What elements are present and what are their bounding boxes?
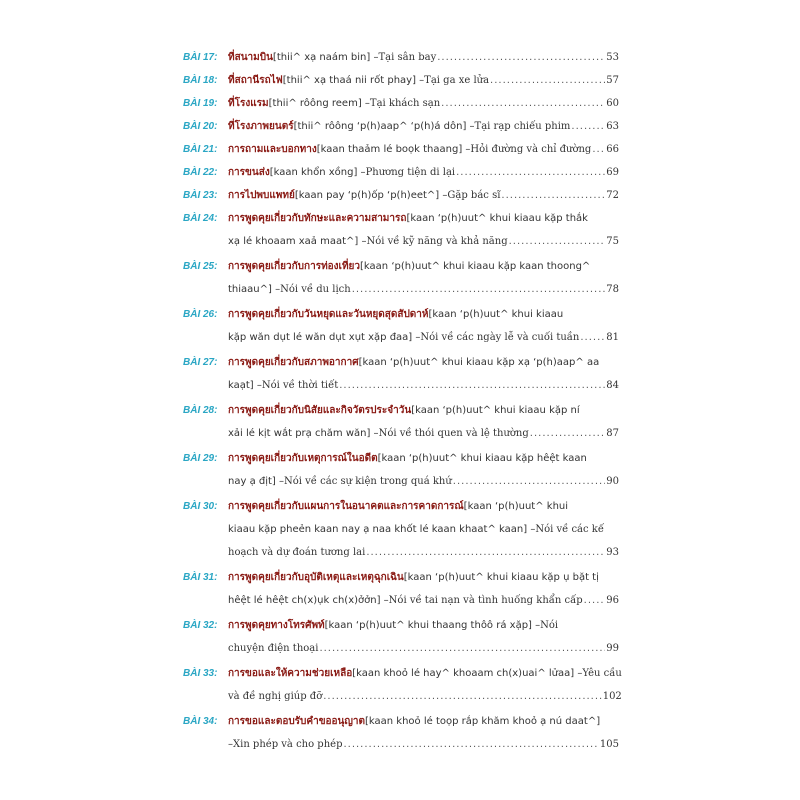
lesson-body bbox=[228, 447, 619, 493]
toc-entry bbox=[183, 710, 619, 756]
lesson-body bbox=[228, 614, 619, 660]
lesson-number: BÀI 18: bbox=[183, 75, 218, 86]
page-number: 93 bbox=[606, 547, 619, 558]
toc-line bbox=[228, 351, 619, 374]
toc-line bbox=[228, 518, 619, 541]
dot-leader bbox=[509, 230, 606, 253]
lesson-body bbox=[228, 92, 619, 115]
page-number: 81 bbox=[606, 332, 619, 343]
toc-entry bbox=[183, 184, 619, 207]
toc-entry bbox=[183, 303, 619, 349]
vietnamese-title: Tại ga xe lửa bbox=[424, 75, 490, 86]
vietnamese-title: hoạch và dự đoán tương lai bbox=[228, 547, 366, 558]
lesson-body bbox=[228, 495, 619, 564]
transliteration: [kaan khổn xồng] – bbox=[269, 167, 366, 178]
page-number: 60 bbox=[606, 98, 619, 109]
toc-line bbox=[228, 495, 619, 518]
lesson-number: BÀI 23: bbox=[183, 190, 218, 201]
thai-title: การขอและให้ความช่วยเหลือ bbox=[228, 668, 353, 679]
transliteration: kiaau kặp pheẻn kaan nay ạ naa khốt lé kaan khaat^ kaan] – bbox=[228, 524, 536, 535]
transliteration: kặp wăn dụt lé wăn dụt xụt xặp đaa] – bbox=[228, 332, 421, 343]
vietnamese-title: Nói về tai nạn và tình huống khẩn cấp bbox=[388, 595, 583, 606]
transliteration: [kaan ‘p(h)uut^ khui kiaau kặp xạ ‘p(h)aap^ aa bbox=[358, 357, 600, 368]
lesson-body bbox=[228, 351, 619, 397]
toc-line bbox=[228, 161, 619, 184]
page-number: 96 bbox=[606, 595, 619, 606]
dot-leader bbox=[441, 92, 605, 115]
transliteration: [kaan ‘p(h)uut^ khui kiaau kặp ụ bặt tị bbox=[403, 572, 599, 583]
dot-leader bbox=[339, 374, 605, 397]
transliteration: hêệt lé hêệt ch(x)ụk ch(x)ởởn] – bbox=[228, 595, 389, 606]
vietnamese-title: Nói về các sự kiện trong quá khứ bbox=[284, 476, 452, 487]
transliteration: [kaan khoỏ lé toọp rắp khăm khoỏ ạ nú daat^] bbox=[365, 716, 601, 727]
toc-entry bbox=[183, 447, 619, 493]
toc-line bbox=[228, 447, 619, 470]
transliteration: [thii^ rôông ‘p(h)aap^ ‘p(h)á dôn] – bbox=[293, 121, 475, 132]
toc-entry bbox=[183, 662, 622, 708]
toc-entry bbox=[183, 614, 619, 660]
lesson-number: BÀI 28: bbox=[183, 405, 218, 416]
thai-title: การพูดคุยเกี่ยวกับแผนการในอนาคตและการคาดการณ์ bbox=[228, 501, 464, 512]
toc-line bbox=[228, 92, 619, 115]
thai-title: การพูดคุยเกี่ยวกับการท่องเที่ยว bbox=[228, 261, 361, 272]
dot-leader bbox=[580, 326, 605, 349]
transliteration: [kaan ‘p(h)uut^ khui kiaau bbox=[428, 309, 564, 320]
lesson-number: BÀI 19: bbox=[183, 98, 218, 109]
vietnamese-title: Nói về thói quen và lệ thường bbox=[378, 428, 529, 439]
toc-line bbox=[228, 614, 619, 637]
thai-title: การถามและบอกทาง bbox=[228, 144, 317, 155]
page-number: 105 bbox=[599, 739, 619, 750]
toc-line bbox=[228, 662, 622, 685]
lesson-body bbox=[228, 138, 619, 161]
toc-line bbox=[228, 374, 619, 397]
vietnamese-title: Yêu cầu bbox=[582, 668, 622, 679]
vietnamese-title: Tại rạp chiếu phim bbox=[474, 121, 571, 132]
toc-line bbox=[228, 303, 619, 326]
page-number: 78 bbox=[606, 284, 619, 295]
thai-title: การขนส่ง bbox=[228, 167, 270, 178]
lesson-number: BÀI 20: bbox=[183, 121, 218, 132]
transliteration: [kaan thaảm lé boọk thaang] – bbox=[316, 144, 471, 155]
toc-entry bbox=[183, 351, 619, 397]
thai-title: การพูดคุยเกี่ยวกับเหตุการณ์ในอดีต bbox=[228, 453, 378, 464]
vietnamese-title: Phương tiện di lại bbox=[365, 167, 456, 178]
toc-line bbox=[228, 470, 619, 493]
lesson-number: BÀI 24: bbox=[183, 213, 218, 224]
thai-title: ที่โรงแรม bbox=[228, 98, 269, 109]
lesson-body bbox=[228, 255, 619, 301]
lesson-body bbox=[228, 399, 619, 445]
dot-leader bbox=[501, 184, 605, 207]
page-number: 99 bbox=[606, 643, 619, 654]
vietnamese-title: chuyện điện thoại bbox=[228, 643, 319, 654]
page-number: 90 bbox=[606, 476, 619, 487]
vietnamese-title: và đề nghị giúp đỡ bbox=[228, 691, 323, 702]
toc-line bbox=[228, 541, 619, 564]
toc-entry bbox=[183, 46, 619, 69]
thai-title: การพูดคุยเกี่ยวกับวันหยุดและวันหยุดสุดสัปดาห์ bbox=[228, 309, 429, 320]
thai-title: การพูดคุยเกี่ยวกับสภาพอากาศ bbox=[228, 357, 359, 368]
page-number: 84 bbox=[606, 380, 619, 391]
vietnamese-title: Nói về du lịch bbox=[280, 284, 351, 295]
toc-line bbox=[228, 207, 619, 230]
dot-leader bbox=[456, 161, 605, 184]
page-number: 57 bbox=[606, 75, 619, 86]
toc-line bbox=[228, 115, 619, 138]
toc-line bbox=[228, 326, 619, 349]
vietnamese-title: Nói về kỹ năng và khả năng bbox=[366, 236, 508, 247]
transliteration: – bbox=[228, 739, 233, 750]
lesson-number: BÀI 31: bbox=[183, 572, 218, 583]
lesson-number: BÀI 33: bbox=[183, 668, 218, 679]
toc-entry bbox=[183, 92, 619, 115]
thai-title: ที่สนามบิน bbox=[228, 52, 273, 63]
thai-title: การขอและตอบรับคำขออนุญาต bbox=[228, 716, 366, 727]
transliteration: [kaan pay ‘p(h)ốp ‘p(h)eet^] – bbox=[294, 190, 448, 201]
toc-entry bbox=[183, 161, 619, 184]
thai-title: การไปพบแพทย์ bbox=[228, 190, 295, 201]
page-number: 72 bbox=[606, 190, 619, 201]
transliteration: [thii^ rôông reem] – bbox=[268, 98, 370, 109]
dot-leader bbox=[323, 685, 601, 708]
transliteration: thiaau^] – bbox=[228, 284, 281, 295]
toc-entry bbox=[183, 566, 619, 612]
page-number: 63 bbox=[606, 121, 619, 132]
toc-line bbox=[228, 230, 619, 253]
lesson-body bbox=[228, 115, 619, 138]
toc-line bbox=[228, 138, 619, 161]
lesson-number: BÀI 21: bbox=[183, 144, 218, 155]
lesson-body bbox=[228, 46, 619, 69]
vietnamese-title: Nói về các ngày lễ và cuối tuần bbox=[420, 332, 580, 343]
vietnamese-title: Hỏi đường và chỉ đường bbox=[470, 144, 592, 155]
transliteration: [kaan khoỏ lé hay^ khoaam ch(x)uai^ lửaa] – bbox=[352, 668, 583, 679]
lesson-number: BÀI 25: bbox=[183, 261, 218, 272]
dot-leader bbox=[592, 138, 605, 161]
dot-leader bbox=[352, 278, 606, 301]
transliteration: xải lé kịt wắt prạ chăm wăn] – bbox=[228, 428, 379, 439]
lesson-body bbox=[228, 161, 619, 184]
toc-line bbox=[228, 422, 619, 445]
lesson-number: BÀI 32: bbox=[183, 620, 218, 631]
transliteration: kaạt] – bbox=[228, 380, 262, 391]
dot-leader bbox=[366, 541, 605, 564]
thai-title: ที่สถานีรถไฟ bbox=[228, 75, 283, 86]
toc-line bbox=[228, 278, 619, 301]
thai-title: การพูดคุยเกี่ยวกับนิสัยและกิจวัตรประจำวัน bbox=[228, 405, 412, 416]
toc-entry bbox=[183, 207, 619, 253]
toc-line bbox=[228, 685, 622, 708]
vietnamese-title: Nói về thời tiết bbox=[261, 380, 339, 391]
thai-title: การพูดคุยเกี่ยวกับทักษะและความสามารถ bbox=[228, 213, 407, 224]
page-number: 69 bbox=[606, 167, 619, 178]
vietnamese-title: Nói bbox=[540, 620, 559, 631]
transliteration: nay ạ địt] – bbox=[228, 476, 284, 487]
page-number: 66 bbox=[606, 144, 619, 155]
toc-line bbox=[228, 733, 619, 756]
toc-line bbox=[228, 184, 619, 207]
lesson-body bbox=[228, 566, 619, 612]
transliteration: [kaan ‘p(h)uut^ khui thaang thôô rá xặp] – bbox=[324, 620, 541, 631]
transliteration: [kaan ‘p(h)uut^ khui kiaau kặp ní bbox=[411, 405, 580, 416]
lesson-body bbox=[228, 69, 619, 92]
toc-entry bbox=[183, 399, 619, 445]
toc-line bbox=[228, 399, 619, 422]
transliteration: [kaan ‘p(h)uut^ khui kiaau kặp kaan thoong^ bbox=[360, 261, 591, 272]
toc-entry bbox=[183, 115, 619, 138]
toc-line bbox=[228, 46, 619, 69]
transliteration: [kaan ‘p(h)uut^ khui bbox=[463, 501, 569, 512]
toc-line bbox=[228, 589, 619, 612]
toc-line bbox=[228, 255, 619, 278]
dot-leader bbox=[319, 637, 605, 660]
page-number: 75 bbox=[606, 236, 619, 247]
dot-leader bbox=[453, 470, 605, 493]
dot-leader bbox=[571, 115, 605, 138]
thai-title: การพูดคุยทางโทรศัพท์ bbox=[228, 620, 325, 631]
lesson-number: BÀI 30: bbox=[183, 501, 218, 512]
page-number: 53 bbox=[606, 52, 619, 63]
toc-line bbox=[228, 69, 619, 92]
lesson-body bbox=[228, 184, 619, 207]
toc-entry bbox=[183, 495, 619, 564]
lesson-number: BÀI 22: bbox=[183, 167, 218, 178]
transliteration: [thii^ xạ naám bin] – bbox=[272, 52, 379, 63]
vietnamese-title: Tại khách sạn bbox=[369, 98, 441, 109]
vietnamese-title: Xin phép và cho phép bbox=[233, 739, 343, 750]
lesson-body bbox=[228, 303, 619, 349]
dot-leader bbox=[343, 733, 598, 756]
lesson-number: BÀI 17: bbox=[183, 52, 218, 63]
toc-line bbox=[228, 710, 619, 733]
page-number: 102 bbox=[602, 691, 622, 702]
toc-entry bbox=[183, 69, 619, 92]
toc-entry bbox=[183, 138, 619, 161]
lesson-number: BÀI 34: bbox=[183, 716, 218, 727]
table-of-contents bbox=[183, 46, 622, 758]
toc-entry bbox=[183, 255, 619, 301]
lesson-body bbox=[228, 207, 619, 253]
toc-line bbox=[228, 566, 619, 589]
thai-title: ที่โรงภาพยนตร์ bbox=[228, 121, 294, 132]
dot-leader bbox=[584, 589, 606, 612]
lesson-number: BÀI 29: bbox=[183, 453, 218, 464]
lesson-number: BÀI 26: bbox=[183, 309, 218, 320]
vietnamese-title: Tại sân bay bbox=[378, 52, 437, 63]
transliteration: [kaan ‘p(h)uut^ khui kiaau kặp hêệt kaan bbox=[377, 453, 587, 464]
transliteration: [kaan ‘p(h)uut^ khui kiaau kặp thắk bbox=[406, 213, 588, 224]
thai-title: การพูดคุยเกี่ยวกับอุบัติเหตุและเหตุฉุกเฉิน bbox=[228, 572, 404, 583]
lesson-body bbox=[228, 710, 619, 756]
toc-line bbox=[228, 637, 619, 660]
page-number: 87 bbox=[606, 428, 619, 439]
vietnamese-title: Gặp bác sĩ bbox=[447, 190, 501, 201]
dot-leader bbox=[530, 422, 605, 445]
lesson-number: BÀI 27: bbox=[183, 357, 218, 368]
dot-leader bbox=[437, 46, 605, 69]
vietnamese-title: Nói về các kế bbox=[535, 524, 605, 535]
transliteration: xạ lé khoaam xaả maat^] – bbox=[228, 236, 367, 247]
dot-leader bbox=[490, 69, 605, 92]
lesson-body bbox=[228, 662, 622, 708]
transliteration: [thii^ xạ thaá nii rốt phay] – bbox=[282, 75, 425, 86]
